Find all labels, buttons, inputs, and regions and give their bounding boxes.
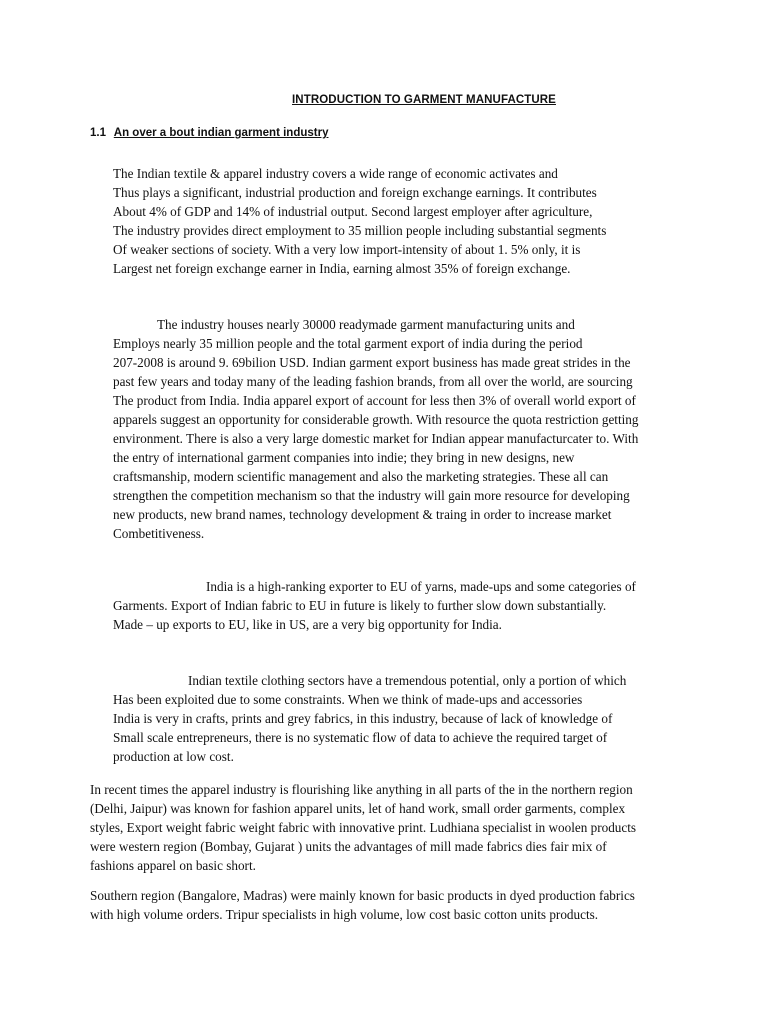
paragraph-line: craftsmanship, modern scientific management and also the marketing strategies. These all can	[113, 469, 609, 484]
paragraph-line: strengthen the competition mechanism so that the industry will gain more resource for developing	[113, 488, 630, 503]
paragraph-line: Small scale entrepreneurs, there is no systematic flow of data to achieve the required target of	[113, 730, 608, 745]
paragraph-line: The industry houses nearly 30000 readymade garment manufacturing units and	[157, 317, 575, 332]
paragraph-line: production at low cost.	[113, 749, 234, 764]
paragraph-6	[90, 886, 635, 924]
paragraph-line: In recent times the apparel industry is flourishing like anything in all parts of the in the northern region	[90, 782, 633, 797]
paragraph-line: The industry provides direct employment to 35 million people including substantial segments	[113, 223, 607, 238]
paragraph-line: Garments. Export of Indian fabric to EU in future is likely to further slow down substantially.	[113, 598, 607, 613]
paragraph-2	[113, 315, 638, 543]
paragraph-line: past few years and today many of the leading fashion brands, from all over the world, are sourcing	[113, 374, 633, 389]
paragraph-line: Thus plays a significant, industrial production and foreign exchange earnings. It contributes	[113, 185, 597, 200]
paragraph-line: The Indian textile & apparel industry covers a wide range of economic activates and	[113, 166, 558, 181]
paragraph-line: 207-2008 is around 9. 69bilion USD. Indian garment export business has made great strides in the	[113, 355, 631, 370]
section-title: An over a bout indian garment industry	[113, 127, 329, 139]
paragraph-line: the entry of international garment companies into indie; they bring in new designs, new	[113, 450, 575, 465]
paragraph-line: Combetitiveness.	[113, 526, 205, 541]
paragraph-line: Has been exploited due to some constraints. When we think of made-ups and accessories	[113, 692, 583, 707]
paragraph-line: environment. There is also a very large domestic market for Indian appear manufacturcater to. With	[113, 431, 639, 446]
paragraph-line: Employs nearly 35 million people and the total garment export of india during the period	[113, 336, 583, 351]
section-number: 1.1	[90, 127, 106, 139]
paragraph-5	[90, 780, 636, 875]
paragraph-line: About 4% of GDP and 14% of industrial output. Second largest employer after agriculture,	[113, 204, 593, 219]
paragraph-line: The product from India. India apparel export of account for less then 3% of overall world export of	[113, 393, 636, 408]
paragraph-line: fashions apparel on basic short.	[90, 858, 256, 873]
paragraph-line: Largest net foreign exchange earner in India, earning almost 35% of foreign exchange.	[113, 261, 571, 276]
section-heading	[90, 127, 328, 139]
document-title: INTRODUCTION TO GARMENT MANUFACTURE	[292, 94, 556, 106]
paragraph-line: India is a high-ranking exporter to EU of yarns, made-ups and some categories of	[206, 579, 636, 594]
paragraph-line: Of weaker sections of society. With a very low import-intensity of about 1. 5% only, it is	[113, 242, 581, 257]
paragraph-line: Indian textile clothing sectors have a tremendous potential, only a portion of which	[188, 673, 627, 688]
paragraph-line: apparels suggest an opportunity for considerable growth. With resource the quota restriction getting	[113, 412, 639, 427]
paragraph-line: Made – up exports to EU, like in US, are a very big opportunity for India.	[113, 617, 502, 632]
paragraph-line: new products, new brand names, technology development & traing in order to increase market	[113, 507, 612, 522]
paragraph-1	[113, 164, 606, 278]
paragraph-line: Southern region (Bangalore, Madras) were mainly known for basic products in dyed production fabrics	[90, 888, 635, 903]
paragraph-4	[113, 671, 626, 766]
paragraph-3	[113, 577, 636, 634]
paragraph-line: styles, Export weight fabric weight fabric with innovative print. Ludhiana specialist in woolen products	[90, 820, 637, 835]
paragraph-line: were western region (Bombay, Gujarat ) units the advantages of mill made fabrics dies fair mix of	[90, 839, 607, 854]
paragraph-line: (Delhi, Jaipur) was known for fashion apparel units, let of hand work, small order garments, complex	[90, 801, 626, 816]
paragraph-line: with high volume orders. Tripur specialists in high volume, low cost basic cotton units products.	[90, 907, 599, 922]
paragraph-line: India is very in crafts, prints and grey fabrics, in this industry, because of lack of knowledge of	[113, 711, 613, 726]
